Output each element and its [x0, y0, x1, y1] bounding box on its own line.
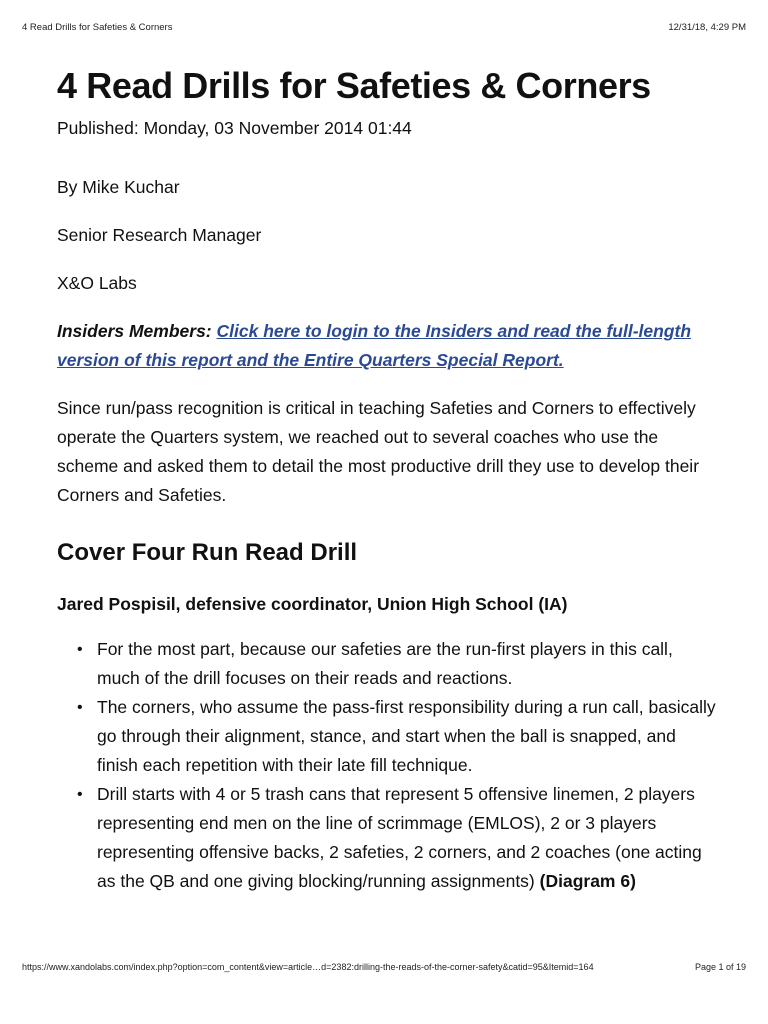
section-author: Jared Pospisil, defensive coordinator, Union High School (IA)	[57, 594, 568, 614]
bullet-icon: •	[77, 786, 83, 803]
published-date: Published: Monday, 03 November 2014 01:44	[57, 118, 412, 138]
insiders-login-link[interactable]: Click here to login to the Insiders and read the full-length version of this report and the Entire Quarters Special Report.	[57, 321, 692, 370]
bullet-icon: •	[77, 641, 83, 658]
article-title: 4 Read Drills for Safeties & Corners	[57, 65, 651, 106]
section-heading: Cover Four Run Read Drill	[57, 539, 358, 566]
list-item-text: For the most part, because our safeties are the run-first players in this call, much of the drill focuses on their reads and reactions.	[97, 639, 673, 688]
list-item-text: Drill starts with 4 or 5 trash cans that represent 5 offensive linemen, 2 players representing end men on the line of scrimmage (EMLOS), 2 or 3 players representing offensive backs, 2 safeties, 2 corners, and 2 coaches (one acting as the QB and one giving blocking/running assignments)	[97, 784, 702, 891]
print-footer	[22, 962, 746, 972]
print-header-title: 4 Read Drills for Safeties & Corners	[22, 22, 173, 33]
insiders-notice	[57, 317, 717, 375]
byline: By Mike Kuchar	[57, 177, 180, 197]
print-header-datetime: 12/31/18, 4:29 PM	[668, 22, 746, 33]
print-footer-url: https://www.xandolabs.com/index.php?option=com_content&view=article…d=2382:drilling-the-reads-of-the-corner-safety&catid=95&Itemid=164	[22, 962, 594, 972]
print-header	[22, 22, 746, 33]
insiders-label: Insiders Members:	[57, 321, 212, 341]
author-organization: X&O Labs	[57, 273, 137, 293]
list-item	[77, 780, 717, 896]
list-item	[77, 635, 717, 693]
list-item	[77, 693, 717, 780]
bullet-icon: •	[77, 699, 83, 716]
intro-paragraph: Since run/pass recognition is critical in teaching Safeties and Corners to effectively operate the Quarters system, we reached out to several coaches who use the scheme and asked them to detail the most productive drill they use to develop their Corners and Safeties.	[57, 398, 700, 505]
author-role: Senior Research Manager	[57, 225, 262, 245]
page-number: Page 1 of 19	[694, 962, 746, 972]
list-item-text: The corners, who assume the pass-first responsibility during a run call, basically go through their alignment, stance, and start when the ball is snapped, and finish each repetition with their late fill technique.	[97, 697, 716, 775]
article	[57, 62, 717, 896]
drill-bullet-list	[57, 635, 717, 896]
diagram-reference: (Diagram 6)	[539, 871, 636, 891]
